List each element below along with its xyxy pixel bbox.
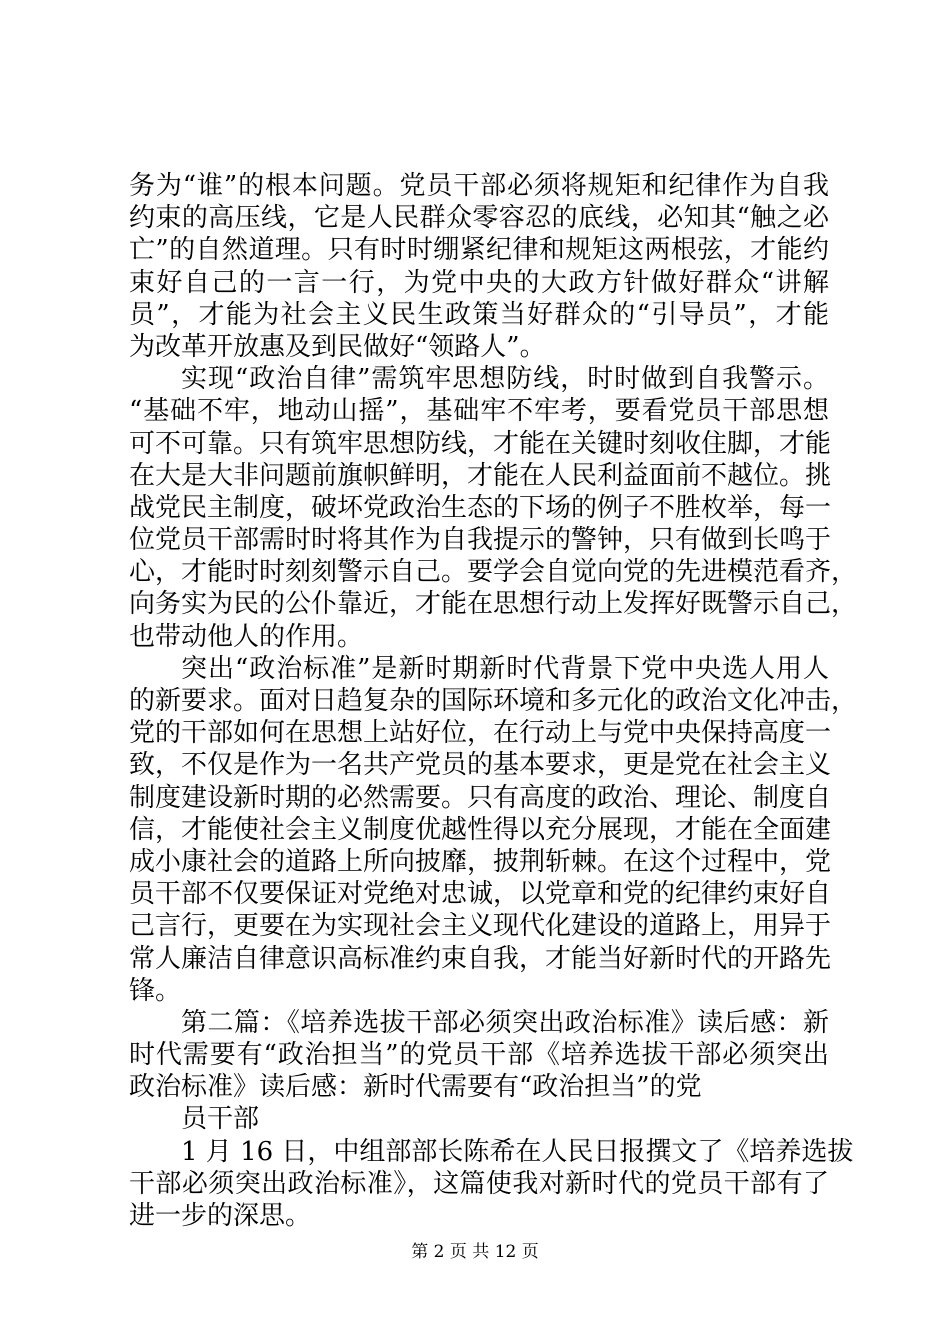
text-line: 1 月 16 日，中组部部长陈希在人民日报撰文了《培养选拔 (181, 1136, 854, 1167)
paragraph-heading-continuation (129, 1103, 829, 1135)
document-body (129, 170, 858, 1232)
text-line: 的新要求。面对日趋复杂的国际环境和多元化的政治文化冲击， (129, 686, 858, 716)
text-line: 位党员干部需时时将其作为自我提示的警钟，只有做到长鸣于 (129, 525, 832, 556)
text-line: 战党民主制度，破坏党政治生态的下场的例子不胜枚举，每一 (129, 492, 832, 523)
text-line: 成小康社会的道路上所向披靡，披荆斩棘。在这个过程中，党 (129, 846, 832, 877)
text-line: 员干部 (181, 1104, 260, 1135)
text-line: 务为“谁”的根本问题。党员干部必须将规矩和纪律作为自我 (129, 171, 829, 201)
paragraph-political-self-discipline (129, 363, 858, 653)
text-line: 信，才能使社会主义制度优越性得以充分展现，才能在全面建 (129, 814, 832, 845)
text-line: 也带动他人的作用。 (129, 621, 364, 652)
text-line: 约束的高压线，它是人民群众零容忍的底线，必知其“触之必 (129, 203, 829, 234)
paragraph-january-article (129, 1136, 854, 1233)
text-line: 束好自己的一言一行，为党中央的大政方针做好群众“讲解 (129, 267, 829, 298)
text-line: 干部必须突出政治标准》，这篇使我对新时代的党员干部有了 (129, 1168, 829, 1199)
text-line: 第二篇：《培养选拔干部必须突出政治标准》读后感：新 (181, 1007, 829, 1038)
text-line: 心，才能时时刻刻警示自己。要学会自觉向党的先进模范看齐， (129, 557, 858, 588)
text-line: 实现“政治自律”需筑牢思想防线，时时做到自我警示。 (181, 364, 829, 395)
text-line: 己言行，更要在为实现社会主义现代化建设的道路上，用异于 (129, 911, 832, 942)
text-line: 党的干部如何在思想上站好位，在行动上与党中央保持高度一 (129, 718, 832, 749)
text-line: 员”，才能为社会主义民生政策当好群众的“引导员”，才能 (129, 299, 829, 330)
text-line: 亡”的自然道理。只有时时绷紧纪律和规矩这两根弦，才能约 (129, 235, 829, 266)
text-line: 员干部不仅要保证对党绝对忠诚，以党章和党的纪律约束好自 (129, 879, 832, 910)
paragraph-political-standard (129, 653, 858, 1007)
text-line: 进一步的深思。 (129, 1201, 312, 1231)
text-line: 为改革开放惠及到民做好“领路人”。 (129, 331, 546, 362)
text-line: 时代需要有“政治担当”的党员干部《培养选拔干部必须突出 (129, 1040, 829, 1071)
text-line: 可不可靠。只有筑牢思想防线，才能在关键时刻收住脚，才能 (129, 428, 832, 459)
text-line: 常人廉洁自律意识高标准约束自我，才能当好新时代的开路先 (129, 943, 832, 974)
text-line: 锋。 (129, 975, 182, 1006)
paragraph-rule-of-discipline (129, 170, 829, 363)
text-line: 突出“政治标准”是新时期新时代背景下党中央选人用人 (181, 653, 829, 684)
text-line: 向务实为民的公仆靠近，才能在思想行动上发挥好既警示自己， (129, 589, 858, 620)
text-line: 政治标准》读后感：新时代需要有“政治担当”的党 (129, 1072, 702, 1103)
text-line: 致，不仅是作为一名共产党员的基本要求，更是党在社会主义 (129, 750, 832, 781)
text-line: 制度建设新时期的必然需要。只有高度的政治、理论、制度自 (129, 782, 832, 813)
page-footer: 第 2 页 共 12 页 (411, 1242, 539, 1262)
text-line: 在大是大非问题前旗帜鲜明，才能在人民利益面前不越位。挑 (129, 460, 832, 491)
paragraph-chapter-two-heading (129, 1007, 829, 1104)
text-line: “基础不牢，地动山摇”，基础牢不牢考，要看党员干部思想 (129, 396, 829, 427)
